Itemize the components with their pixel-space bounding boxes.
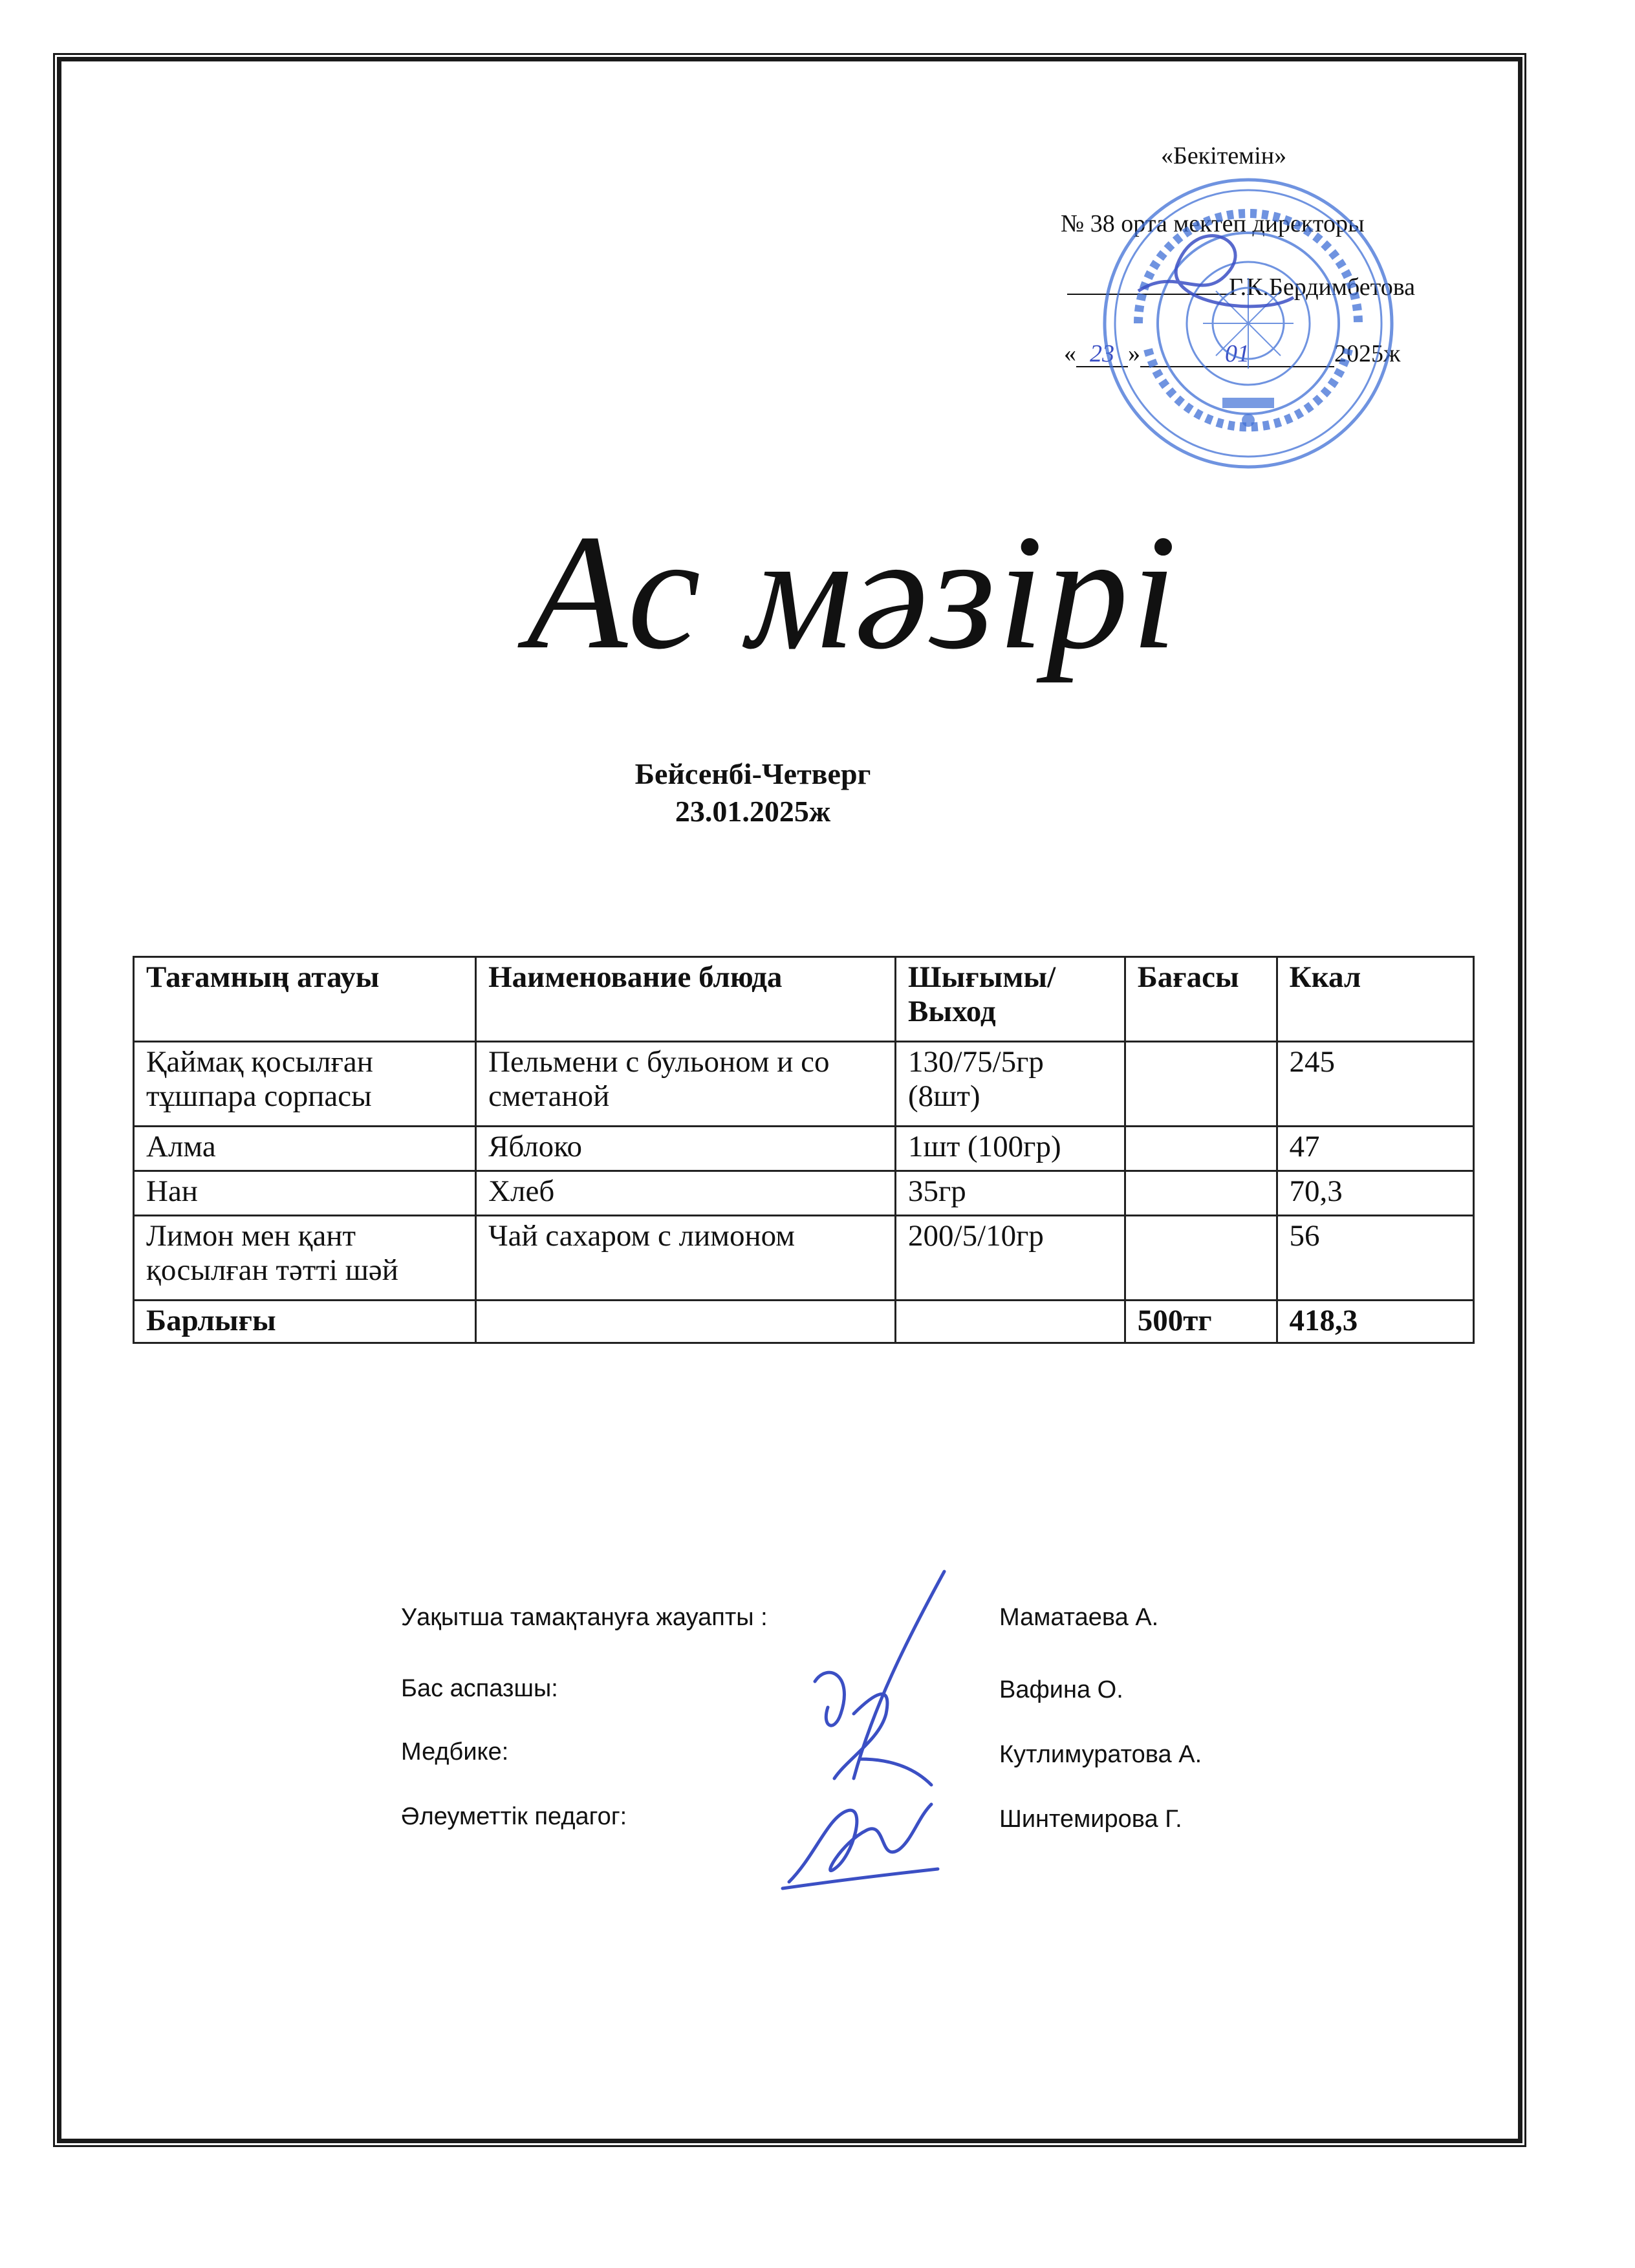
cell: Яблоко	[476, 1127, 896, 1171]
handwritten-signature	[776, 1791, 944, 1895]
table-row	[134, 1042, 1474, 1127]
signature-label: Медбике:	[401, 1738, 509, 1766]
signature-name: Шинтемирова Г.	[999, 1806, 1182, 1833]
signature-label: Бас аспазшы:	[401, 1675, 558, 1702]
cell: 47	[1277, 1127, 1473, 1171]
approval-director-name: Г.К.Бердимбетова	[1067, 275, 1415, 299]
total-label: Барлығы	[134, 1301, 476, 1343]
table-row	[134, 1127, 1474, 1171]
approval-date: « 23 » 01 2025ж	[1064, 340, 1401, 367]
official-stamp	[1099, 175, 1397, 472]
table-row	[134, 1171, 1474, 1216]
signature-name: Кутлимуратова А.	[999, 1741, 1202, 1768]
cell	[476, 1301, 896, 1343]
cell: 245	[1277, 1042, 1473, 1127]
header-kz-name: Тағамның атауы	[134, 957, 476, 1042]
signature-name: Вафина О.	[999, 1676, 1123, 1703]
table-header-row	[134, 957, 1474, 1042]
cell	[1125, 1216, 1277, 1301]
menu-table	[133, 956, 1475, 1344]
cell	[1125, 1127, 1277, 1171]
cell: 35гр	[896, 1171, 1125, 1216]
approval-date-month: 01	[1140, 341, 1334, 367]
day-date: 23.01.2025ж	[675, 795, 831, 828]
page-title: Ас мәзірі	[526, 501, 1180, 684]
total-price: 500тг	[1125, 1301, 1277, 1343]
cell: 130/75/5гр (8шт)	[896, 1042, 1125, 1127]
cell: Лимон мен қант қосылған тәтті шәй	[134, 1216, 476, 1301]
cell: Чай сахаром с лимоном	[476, 1216, 896, 1301]
header-ru-name: Наименование блюда	[476, 957, 896, 1042]
signature-name: Маматаева А.	[999, 1604, 1159, 1631]
approval-position: № 38 орта мектеп директоры	[1061, 210, 1365, 237]
header-yield: Шығымы/ Выход	[896, 957, 1125, 1042]
cell: 70,3	[1277, 1171, 1473, 1216]
cell: Пельмени с бульоном и со сметаной	[476, 1042, 896, 1127]
cell: 56	[1277, 1216, 1473, 1301]
cell	[1125, 1042, 1277, 1127]
table-row	[134, 1216, 1474, 1301]
cell: Нан	[134, 1171, 476, 1216]
signature-label: Әлеуметтік педагог:	[401, 1803, 627, 1830]
header-kcal: Ккал	[1277, 957, 1473, 1042]
cell: 200/5/10гр	[896, 1216, 1125, 1301]
cell: Алма	[134, 1127, 476, 1171]
approval-date-day: 23	[1076, 341, 1128, 367]
cell: 1шт (100гр)	[896, 1127, 1125, 1171]
cell: Хлеб	[476, 1171, 896, 1216]
day-name: Бейсенбі-Четверг	[634, 757, 871, 790]
total-kcal: 418,3	[1277, 1301, 1473, 1343]
header-price: Бағасы	[1125, 957, 1277, 1042]
approval-heading: «Бекітемін»	[1161, 142, 1287, 169]
cell	[1125, 1171, 1277, 1216]
cell: Қаймақ қосылған тұшпара сорпасы	[134, 1042, 476, 1127]
handwritten-signature	[776, 1565, 970, 1798]
table-total-row	[134, 1301, 1474, 1343]
signature-label: Уақытша тамақтануға жауапты :	[401, 1604, 768, 1631]
cell	[896, 1301, 1125, 1343]
